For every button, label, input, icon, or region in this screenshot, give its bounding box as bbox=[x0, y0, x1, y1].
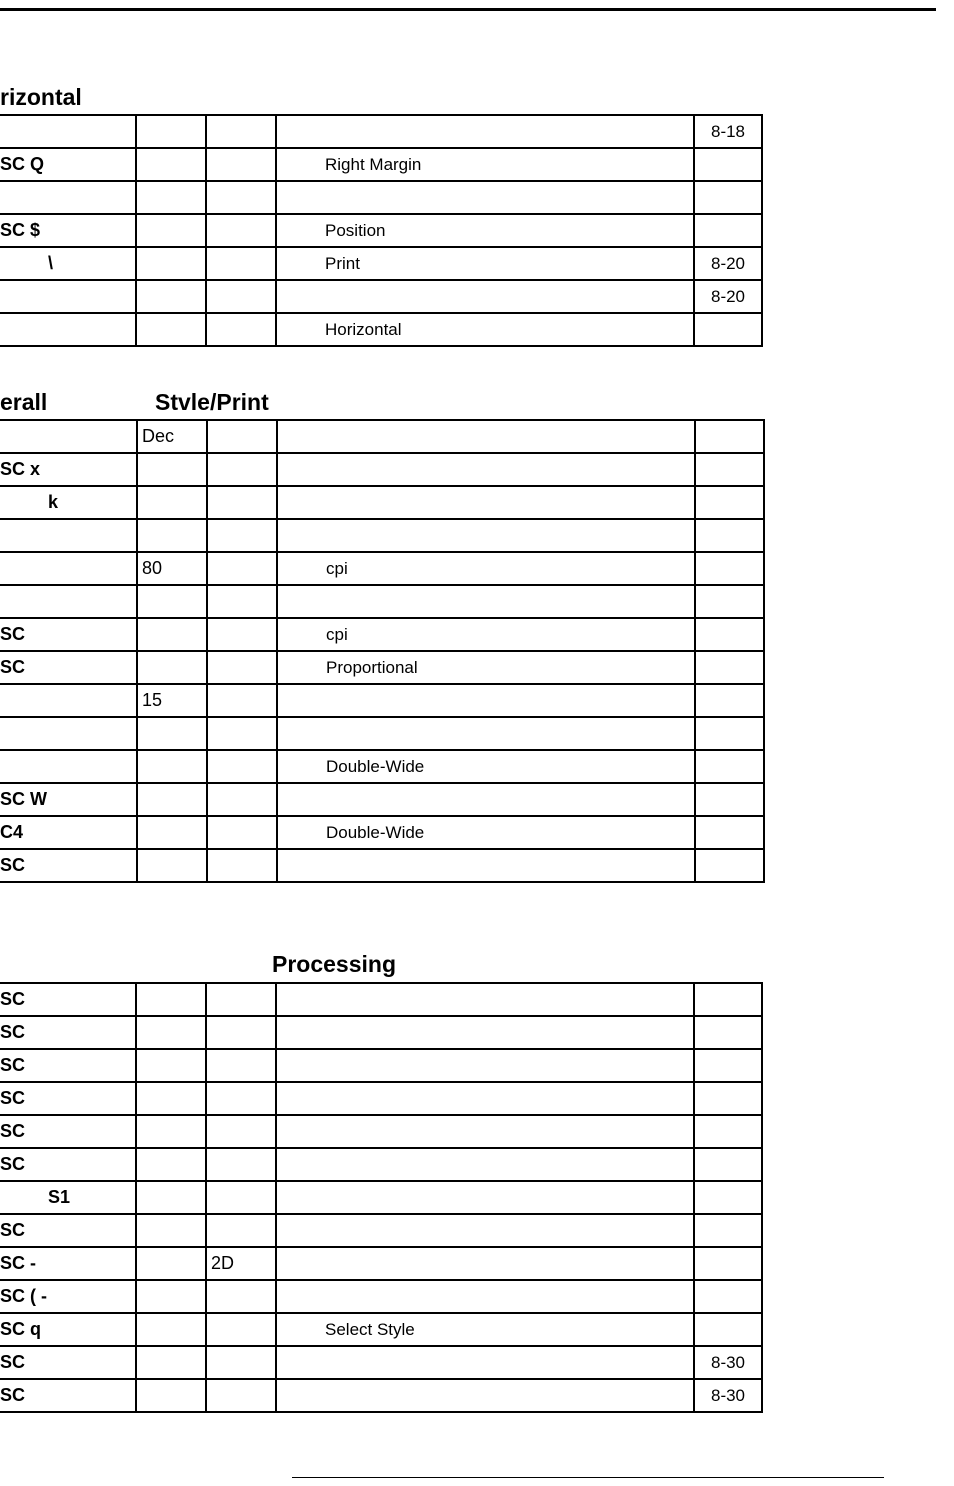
cell-hex bbox=[206, 1148, 276, 1181]
cell-hex bbox=[206, 313, 276, 346]
cell-dec bbox=[137, 585, 207, 618]
cell-page bbox=[695, 816, 764, 849]
cell-dec bbox=[136, 1082, 206, 1115]
cell-code bbox=[0, 181, 136, 214]
table-row bbox=[0, 1148, 762, 1181]
cell-desc bbox=[276, 1346, 694, 1379]
cell-dec bbox=[136, 1379, 206, 1412]
cell-hex bbox=[206, 181, 276, 214]
cell-dec bbox=[136, 247, 206, 280]
cell-dec bbox=[137, 783, 207, 816]
cell-code: SC bbox=[0, 1379, 136, 1412]
cell-dec bbox=[136, 1016, 206, 1049]
cell-page bbox=[695, 519, 764, 552]
cell-code: \ bbox=[0, 247, 136, 280]
cell-hex bbox=[206, 247, 276, 280]
cell-hex bbox=[206, 148, 276, 181]
cell-dec bbox=[136, 1148, 206, 1181]
cell-desc bbox=[277, 684, 695, 717]
table-row bbox=[0, 983, 762, 1016]
cell-page bbox=[694, 313, 762, 346]
cell-hex bbox=[206, 1214, 276, 1247]
cell-hex bbox=[207, 750, 277, 783]
cell-hex bbox=[207, 816, 277, 849]
top-rule bbox=[0, 8, 936, 11]
cell-page bbox=[694, 983, 762, 1016]
cell-code bbox=[0, 280, 136, 313]
cell-code: SC bbox=[0, 1346, 136, 1379]
table-row bbox=[0, 618, 764, 651]
cell-page bbox=[694, 1214, 762, 1247]
cell-desc bbox=[276, 115, 694, 148]
cell-hex bbox=[207, 420, 277, 453]
cell-code: S1 bbox=[0, 1181, 136, 1214]
cell-code: SC bbox=[0, 1148, 136, 1181]
cell-hex bbox=[207, 618, 277, 651]
cell-desc: cpi bbox=[277, 618, 695, 651]
cell-desc bbox=[276, 983, 694, 1016]
cell-desc: Horizontal bbox=[276, 313, 694, 346]
cell-desc bbox=[277, 585, 695, 618]
cell-code: SC bbox=[0, 1214, 136, 1247]
table-row bbox=[0, 148, 762, 181]
cell-page bbox=[694, 1049, 762, 1082]
cell-dec bbox=[137, 750, 207, 783]
cell-dec bbox=[137, 816, 207, 849]
cell-code: SC - bbox=[0, 1247, 136, 1280]
processing-commands-table bbox=[0, 982, 763, 1413]
table-row bbox=[0, 552, 764, 585]
cell-page bbox=[695, 783, 764, 816]
section-heading-processing: Processing bbox=[272, 951, 396, 977]
cell-hex bbox=[206, 1016, 276, 1049]
table-row bbox=[0, 1214, 762, 1247]
cell-desc bbox=[277, 486, 695, 519]
cell-code bbox=[0, 717, 137, 750]
cell-hex bbox=[207, 783, 277, 816]
cell-dec bbox=[136, 983, 206, 1016]
cell-desc bbox=[276, 1379, 694, 1412]
cell-page bbox=[695, 849, 764, 882]
table-row bbox=[0, 181, 762, 214]
cell-desc bbox=[276, 280, 694, 313]
cell-code: SC bbox=[0, 618, 137, 651]
cell-code: SC bbox=[0, 849, 137, 882]
table-row bbox=[0, 585, 764, 618]
cell-dec bbox=[136, 1346, 206, 1379]
table-row bbox=[0, 1181, 762, 1214]
cell-desc: Print bbox=[276, 247, 694, 280]
table-row bbox=[0, 214, 762, 247]
cell-page: 8-18 bbox=[694, 115, 762, 148]
cell-hex: 2D bbox=[206, 1247, 276, 1280]
cell-code: SC bbox=[0, 1115, 136, 1148]
cell-desc bbox=[276, 1049, 694, 1082]
cell-desc bbox=[276, 1082, 694, 1115]
cell-page bbox=[694, 1115, 762, 1148]
table-row bbox=[0, 849, 764, 882]
cell-hex bbox=[206, 1082, 276, 1115]
cell-code: SC bbox=[0, 983, 136, 1016]
cell-dec bbox=[136, 115, 206, 148]
cell-code bbox=[0, 552, 137, 585]
cell-hex bbox=[206, 115, 276, 148]
cell-page bbox=[694, 1313, 762, 1346]
cell-hex bbox=[207, 552, 277, 585]
cell-dec bbox=[136, 1313, 206, 1346]
cell-desc: Double-Wide bbox=[277, 816, 695, 849]
cell-dec: Dec bbox=[137, 420, 207, 453]
cell-code bbox=[0, 519, 137, 552]
cell-desc: Double-Wide bbox=[277, 750, 695, 783]
cell-code: SC bbox=[0, 1049, 136, 1082]
horizontal-commands-table bbox=[0, 114, 763, 347]
cell-page bbox=[694, 1148, 762, 1181]
cell-page bbox=[694, 1280, 762, 1313]
cell-code: C4 bbox=[0, 816, 137, 849]
cell-desc bbox=[277, 849, 695, 882]
table-row bbox=[0, 280, 762, 313]
cell-code: k bbox=[0, 486, 137, 519]
cell-page bbox=[695, 618, 764, 651]
table-row bbox=[0, 750, 764, 783]
cell-dec bbox=[136, 280, 206, 313]
cell-page bbox=[694, 1082, 762, 1115]
table-row bbox=[0, 1049, 762, 1082]
table-row bbox=[0, 1346, 762, 1379]
cell-page bbox=[695, 552, 764, 585]
cell-desc bbox=[277, 783, 695, 816]
cell-hex bbox=[206, 1181, 276, 1214]
cell-desc bbox=[276, 1016, 694, 1049]
cell-dec bbox=[137, 486, 207, 519]
table-row bbox=[0, 1313, 762, 1346]
cell-desc: Proportional bbox=[277, 651, 695, 684]
table-row bbox=[0, 1082, 762, 1115]
cell-dec bbox=[136, 1049, 206, 1082]
cell-dec bbox=[136, 181, 206, 214]
cell-dec bbox=[136, 1115, 206, 1148]
cell-dec bbox=[136, 1214, 206, 1247]
cell-code: SC W bbox=[0, 783, 137, 816]
cell-hex bbox=[206, 214, 276, 247]
cell-desc bbox=[277, 453, 695, 486]
bottom-rule bbox=[292, 1477, 884, 1478]
table-row bbox=[0, 651, 764, 684]
table-row bbox=[0, 684, 764, 717]
cell-page: 8-30 bbox=[694, 1346, 762, 1379]
cell-desc bbox=[276, 1280, 694, 1313]
cell-dec bbox=[137, 453, 207, 486]
table-row bbox=[0, 115, 762, 148]
cell-desc: cpi bbox=[277, 552, 695, 585]
section-heading-overall: erall bbox=[0, 389, 48, 415]
cell-code bbox=[0, 115, 136, 148]
cell-page bbox=[694, 148, 762, 181]
cell-dec bbox=[137, 618, 207, 651]
cell-page bbox=[694, 181, 762, 214]
table-row bbox=[0, 420, 764, 453]
cell-hex bbox=[206, 1049, 276, 1082]
cell-hex bbox=[206, 280, 276, 313]
cell-dec bbox=[137, 849, 207, 882]
cell-hex bbox=[206, 983, 276, 1016]
cell-code: SC $ bbox=[0, 214, 136, 247]
cell-page bbox=[694, 1247, 762, 1280]
cell-code bbox=[0, 585, 137, 618]
cell-page: 8-20 bbox=[694, 280, 762, 313]
cell-hex bbox=[207, 684, 277, 717]
cell-code: SC bbox=[0, 1016, 136, 1049]
table-row bbox=[0, 453, 764, 486]
cell-hex bbox=[207, 486, 277, 519]
cell-page bbox=[695, 453, 764, 486]
cell-page bbox=[695, 651, 764, 684]
table-row bbox=[0, 247, 762, 280]
cell-hex bbox=[206, 1346, 276, 1379]
cell-page: 8-30 bbox=[694, 1379, 762, 1412]
cell-dec bbox=[136, 1247, 206, 1280]
table-row bbox=[0, 313, 762, 346]
cell-dec bbox=[136, 1280, 206, 1313]
cell-hex bbox=[206, 1115, 276, 1148]
cell-desc bbox=[276, 1148, 694, 1181]
cell-desc bbox=[277, 420, 695, 453]
table-row bbox=[0, 519, 764, 552]
section-heading-style-print: Stvle/Print bbox=[155, 389, 269, 415]
cell-hex bbox=[207, 717, 277, 750]
cell-code bbox=[0, 420, 137, 453]
cell-page bbox=[694, 1016, 762, 1049]
cell-code bbox=[0, 684, 137, 717]
cell-dec: 15 bbox=[137, 684, 207, 717]
cell-page bbox=[695, 750, 764, 783]
cell-page bbox=[694, 214, 762, 247]
cell-desc bbox=[276, 181, 694, 214]
cell-code: SC bbox=[0, 1082, 136, 1115]
cell-page bbox=[695, 585, 764, 618]
cell-code: SC ( - bbox=[0, 1280, 136, 1313]
table-row bbox=[0, 1280, 762, 1313]
cell-page bbox=[694, 1181, 762, 1214]
cell-page bbox=[695, 717, 764, 750]
cell-hex bbox=[207, 651, 277, 684]
cell-page bbox=[695, 420, 764, 453]
cell-desc bbox=[277, 519, 695, 552]
cell-code bbox=[0, 313, 136, 346]
style-print-commands-table bbox=[0, 419, 765, 883]
table-row bbox=[0, 783, 764, 816]
table-row bbox=[0, 486, 764, 519]
table-row bbox=[0, 717, 764, 750]
table-row bbox=[0, 816, 764, 849]
cell-code: SC Q bbox=[0, 148, 136, 181]
cell-hex bbox=[206, 1379, 276, 1412]
table-row bbox=[0, 1247, 762, 1280]
cell-hex bbox=[207, 453, 277, 486]
cell-desc: Select Style bbox=[276, 1313, 694, 1346]
cell-desc: Position bbox=[276, 214, 694, 247]
cell-code: SC x bbox=[0, 453, 137, 486]
cell-dec bbox=[137, 651, 207, 684]
table-row bbox=[0, 1016, 762, 1049]
cell-hex bbox=[207, 849, 277, 882]
cell-hex bbox=[207, 585, 277, 618]
cell-code: SC q bbox=[0, 1313, 136, 1346]
section-heading-horizontal: rizontal bbox=[0, 84, 82, 110]
cell-desc bbox=[276, 1181, 694, 1214]
cell-desc: Right Margin bbox=[276, 148, 694, 181]
cell-page bbox=[695, 486, 764, 519]
cell-dec bbox=[136, 1181, 206, 1214]
cell-hex bbox=[206, 1280, 276, 1313]
cell-page bbox=[695, 684, 764, 717]
cell-page: 8-20 bbox=[694, 247, 762, 280]
cell-dec: 80 bbox=[137, 552, 207, 585]
cell-dec bbox=[137, 717, 207, 750]
cell-hex bbox=[207, 519, 277, 552]
cell-code bbox=[0, 750, 137, 783]
cell-hex bbox=[206, 1313, 276, 1346]
cell-dec bbox=[137, 519, 207, 552]
cell-dec bbox=[136, 313, 206, 346]
cell-desc bbox=[276, 1115, 694, 1148]
cell-desc bbox=[277, 717, 695, 750]
cell-desc bbox=[276, 1214, 694, 1247]
table-row bbox=[0, 1379, 762, 1412]
cell-code: SC bbox=[0, 651, 137, 684]
table-row bbox=[0, 1115, 762, 1148]
cell-desc bbox=[276, 1247, 694, 1280]
cell-dec bbox=[136, 214, 206, 247]
cell-dec bbox=[136, 148, 206, 181]
